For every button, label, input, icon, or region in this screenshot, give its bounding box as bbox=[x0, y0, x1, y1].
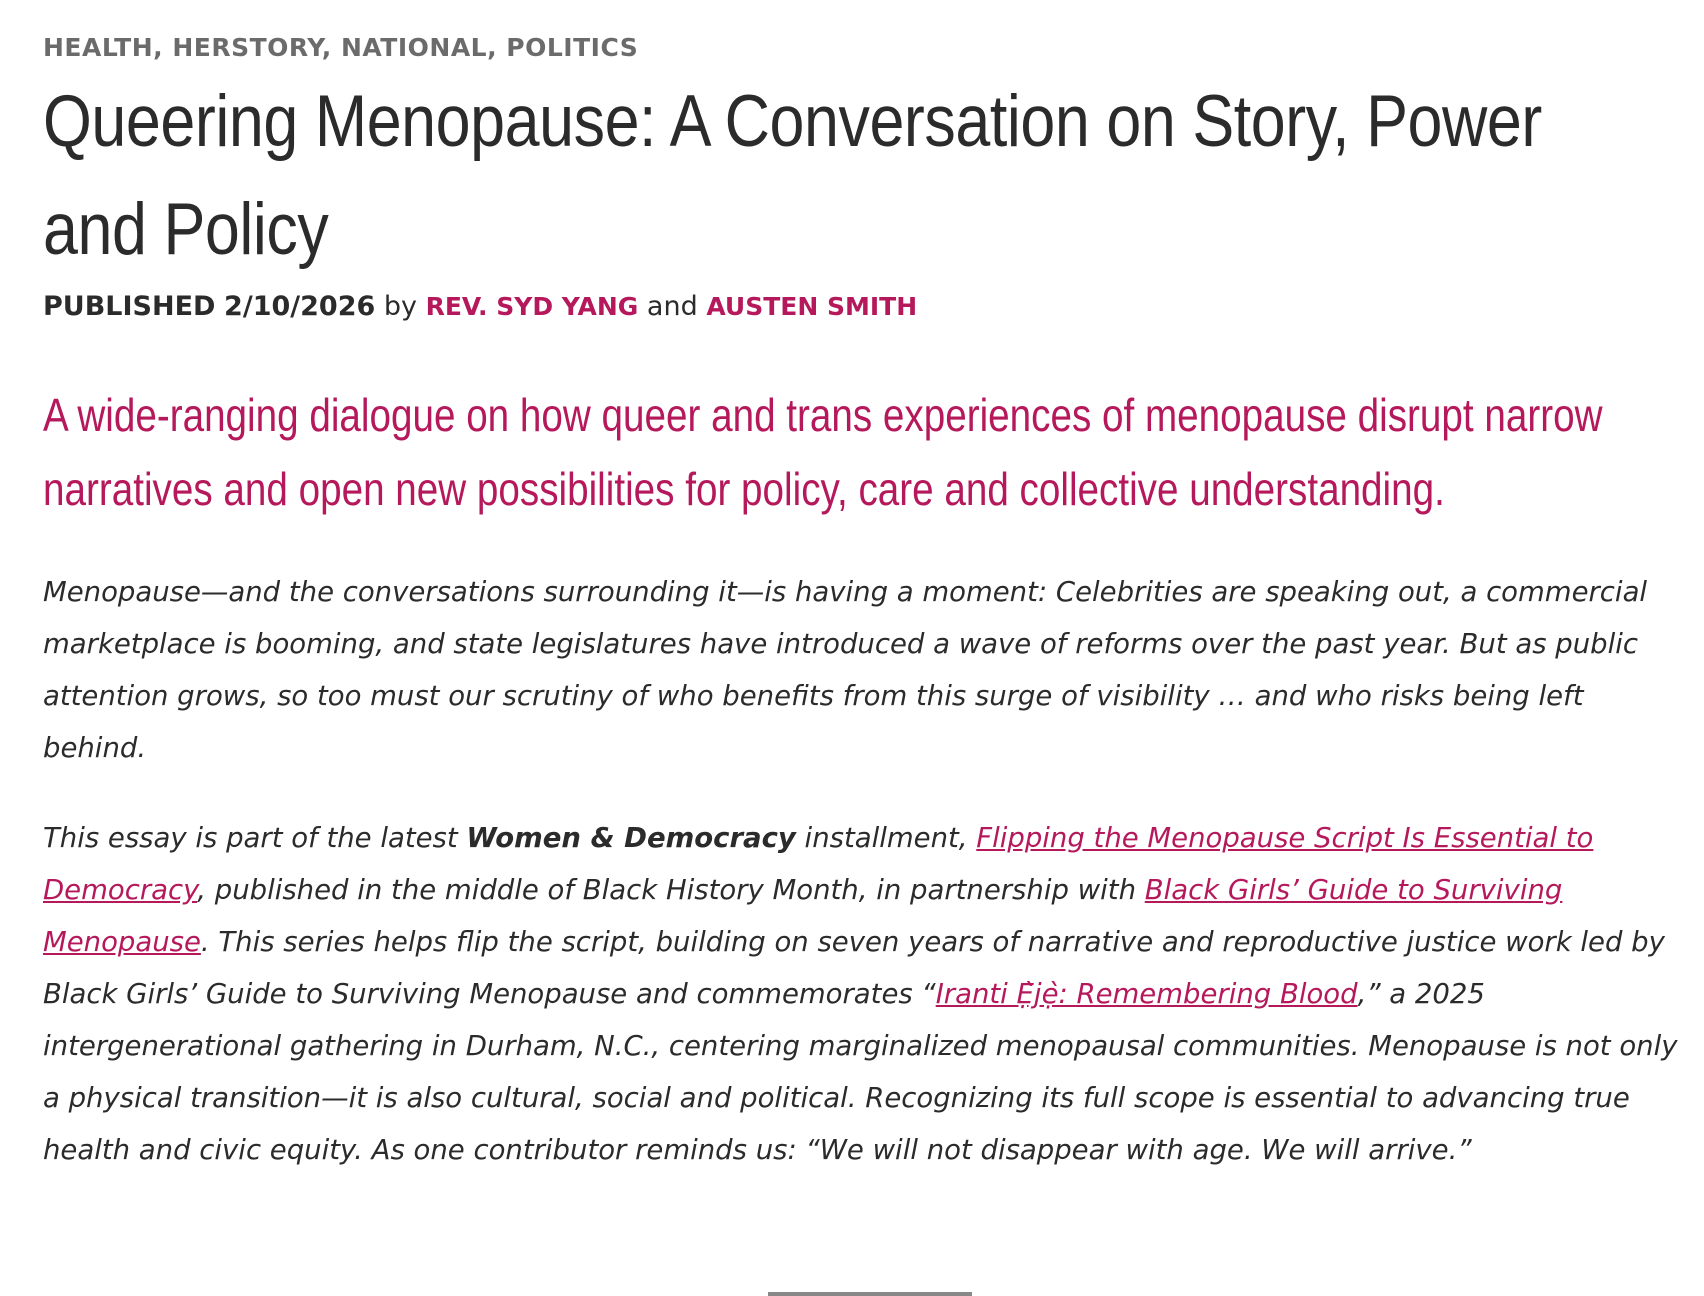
series-paragraph bbox=[43, 812, 1683, 1176]
byline-and: and bbox=[646, 291, 698, 322]
published-label: PUBLISHED bbox=[43, 291, 216, 322]
article-title: Queering Menopause: A Conversation on Story, Power and Policy bbox=[43, 81, 1542, 270]
category-separator: , bbox=[321, 33, 341, 62]
category-politics-link[interactable]: POLITICS bbox=[506, 33, 639, 62]
paragraph-text: . This series helps flip the script, building on seven years of narrative and reproductive justice work led by Black Girls’ Guide to Surviving Menopause and commemorates “ bbox=[43, 926, 1665, 1010]
series-name: Women & Democracy bbox=[466, 822, 796, 854]
byline bbox=[43, 282, 1673, 332]
event-link-iranti-eje[interactable]: Iranti Ẹ̀jẹ̀: Remembering Blood bbox=[935, 978, 1358, 1010]
category-national-link[interactable]: NATIONAL bbox=[340, 33, 488, 62]
category-separator: , bbox=[153, 33, 173, 62]
paragraph-text: ,” a 2025 intergenerational gathering in Durham, N.C., centering marginalized menopausal communities. Menopause is not only a physical transition—it is also cultural, social and political. Recognizing its full scope is essential to advancing true health and civic equity. As one contributor reminds us: “We will not disappear with age. We will arrive.” bbox=[43, 978, 1678, 1166]
article-dek: A wide-ranging dialogue on how queer and trans experiences of menopause disrupt narrow narratives and open new possibilities for policy, care and collective understanding. bbox=[43, 389, 1603, 515]
author-link-syd-yang[interactable]: REV. SYD YANG bbox=[425, 292, 639, 321]
byline-by: by bbox=[383, 291, 417, 322]
paragraph-text: , published in the middle of Black History Month, in partnership with bbox=[197, 874, 1145, 906]
published-date: 2/10/2026 bbox=[224, 291, 376, 322]
series-link-flipping-script[interactable]: Flipping the Menopause Script Is Essential to Democracy bbox=[43, 822, 1594, 906]
category-separator: , bbox=[487, 33, 507, 62]
intro-paragraph: Menopause—and the conversations surrounding it—is having a moment: Celebrities are speaking out, a commercial marketplace is booming, and state legislatures have introduced a wave of reforms over the past year. But as public attention grows, so too must our scrutiny of who benefits from this surge of visibility … and who risks being left behind. bbox=[43, 576, 1648, 764]
section-divider bbox=[768, 1292, 972, 1296]
category-herstory-link[interactable]: HERSTORY bbox=[172, 33, 322, 62]
paragraph-text: This essay is part of the latest bbox=[43, 822, 467, 854]
author-link-austen-smith[interactable]: AUSTEN SMITH bbox=[706, 292, 918, 321]
category-health-link[interactable]: HEALTH bbox=[43, 33, 154, 62]
category-list bbox=[43, 28, 1673, 68]
paragraph-text: installment, bbox=[795, 822, 977, 854]
article bbox=[43, 28, 1678, 1176]
partner-link-black-girls-guide[interactable]: Black Girls’ Guide to Surviving Menopause bbox=[43, 874, 1563, 958]
